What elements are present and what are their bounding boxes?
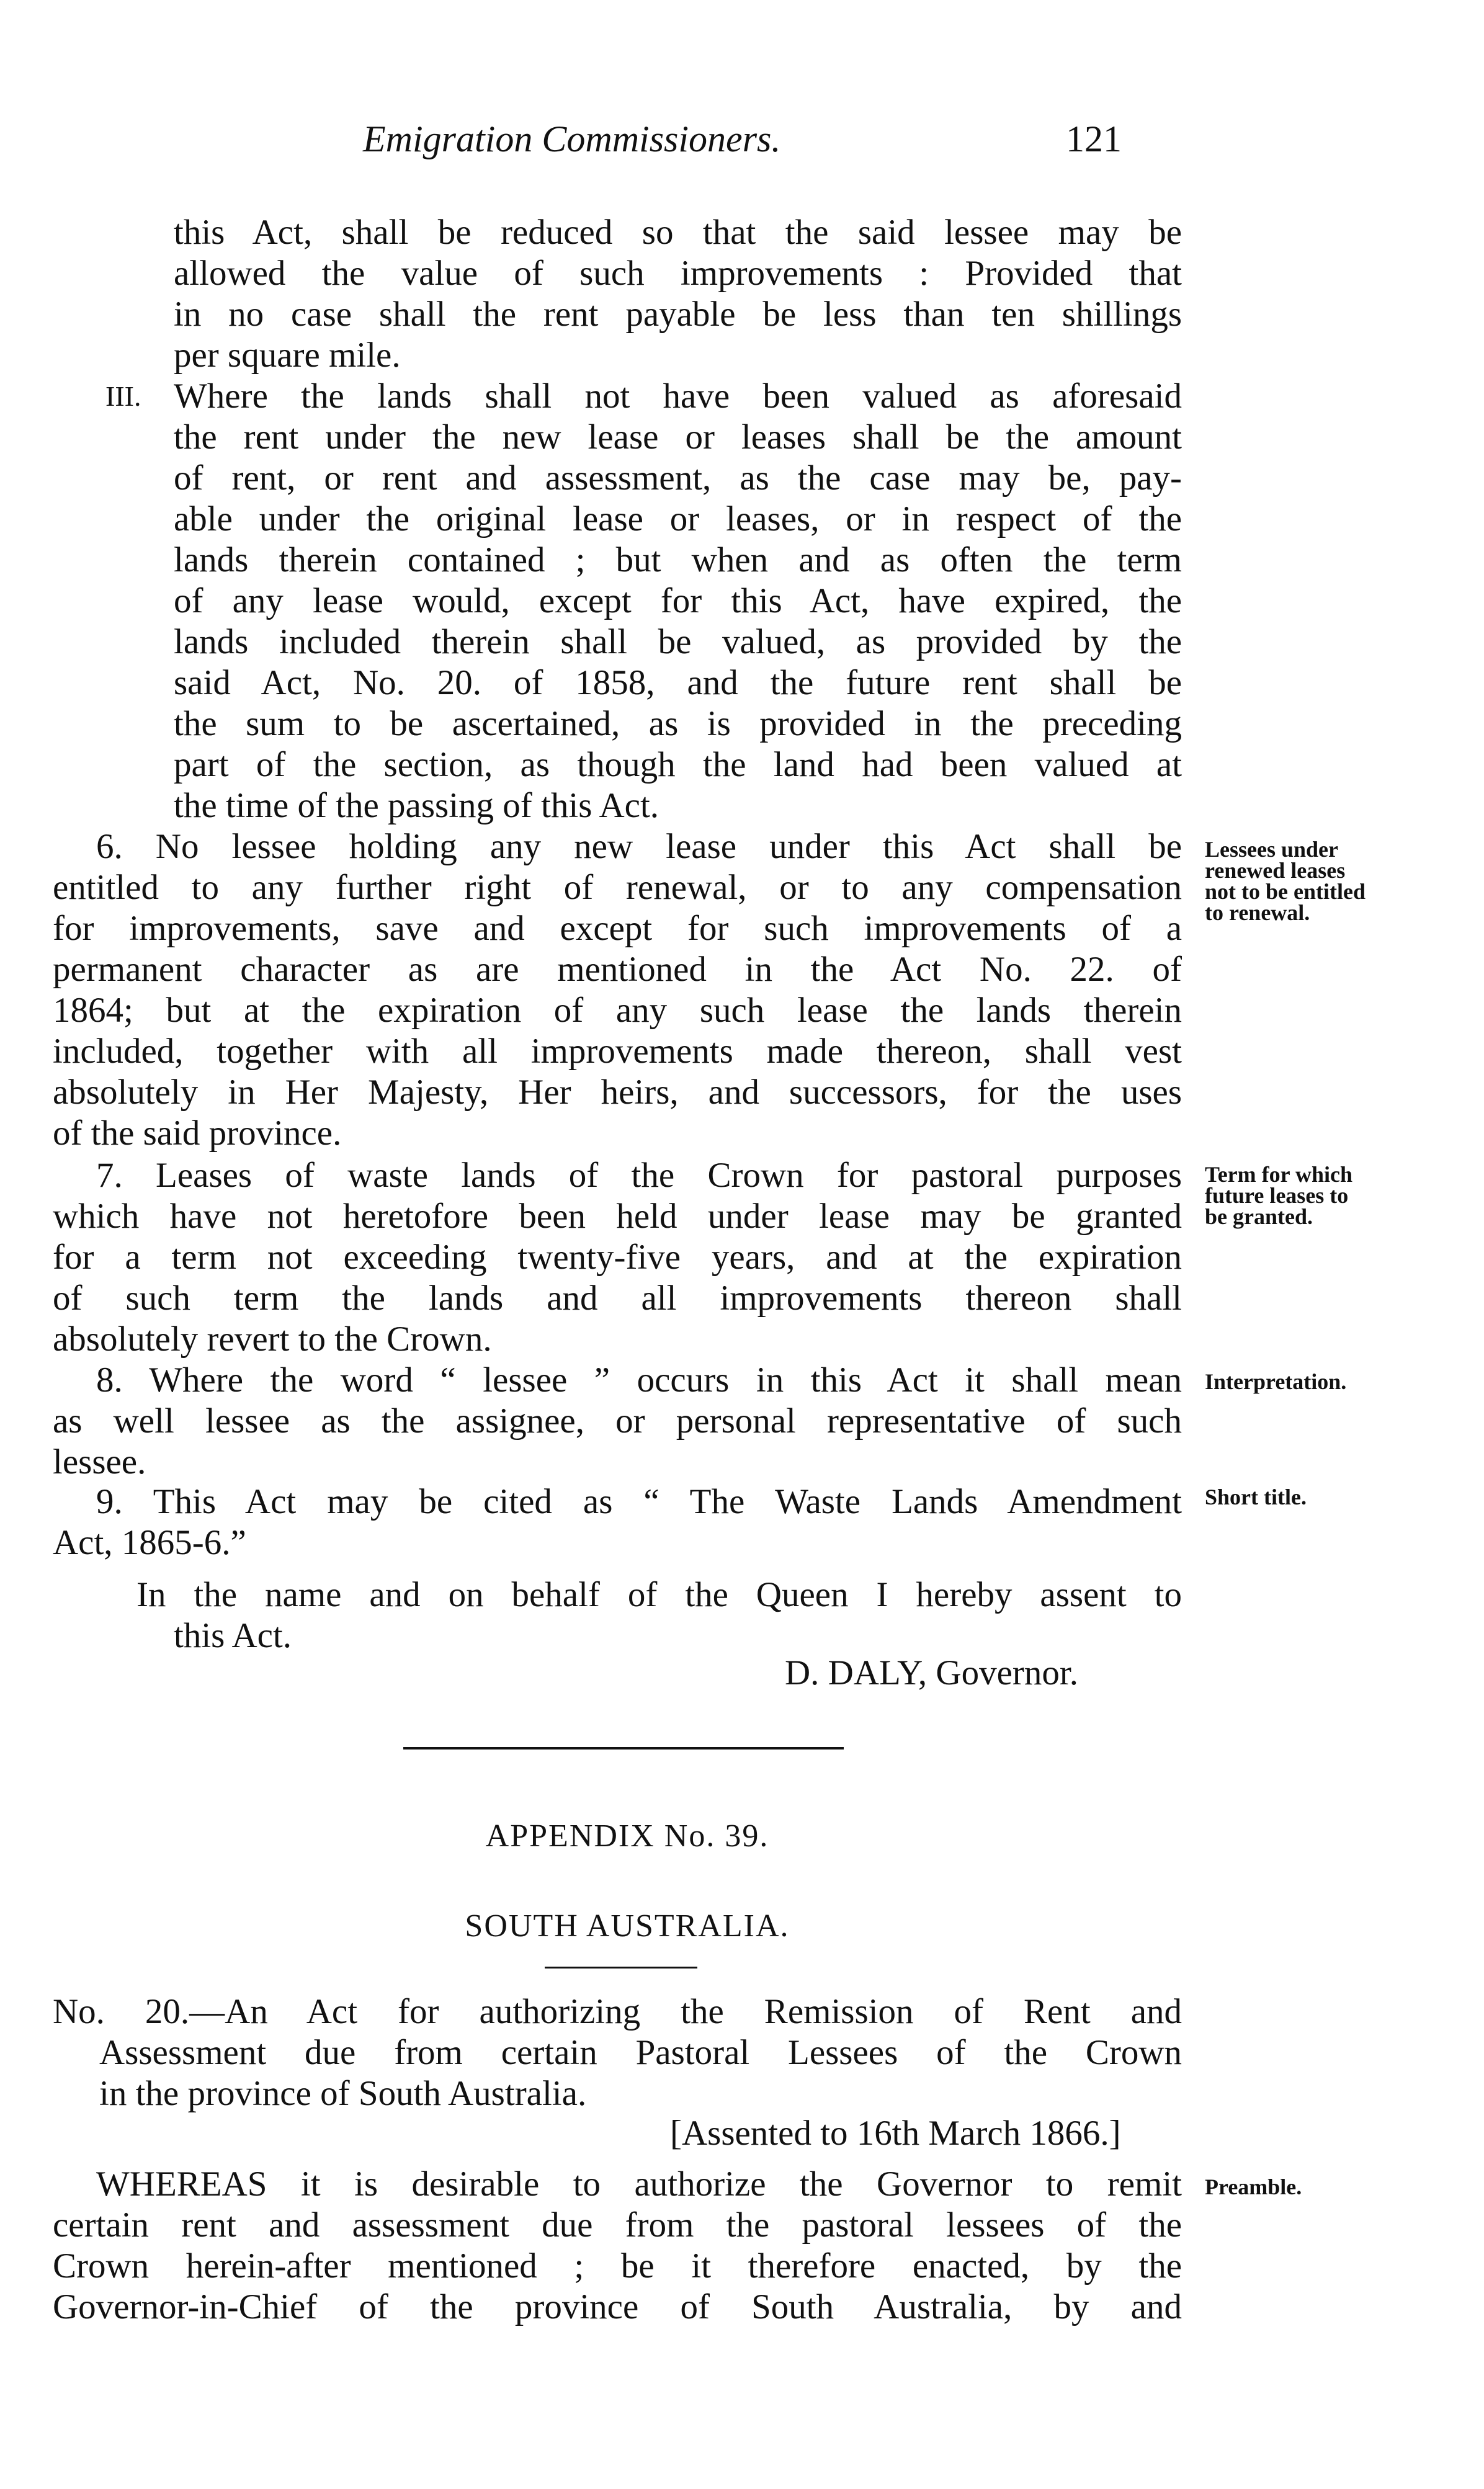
section-9-paragraph xyxy=(53,1481,1182,1563)
text-line: in no case shall the rent payable be less than ten shillings xyxy=(174,295,1182,334)
margin-note-line: be granted. xyxy=(1205,1204,1313,1229)
margin-note-line: renewed leases xyxy=(1205,858,1346,883)
text-line: lands therein contained ; but when and as often the term xyxy=(174,540,1182,579)
text-line: Where the lands shall not have been valued as aforesaid xyxy=(174,377,1182,416)
text-line: which have not heretofore been held under lease may be granted xyxy=(53,1197,1182,1236)
text-line: 9. This Act may be cited as “ The Waste Lands Amendment xyxy=(96,1482,1182,1521)
text-line: said Act, No. 20. of 1858, and the future rent shall be xyxy=(174,663,1182,702)
text-line: included, together with all improvements made thereon, shall vest xyxy=(53,1032,1182,1071)
text-line: this Act, shall be reduced so that the said lessee may be xyxy=(174,213,1182,252)
text-line: In the name and on behalf of the Queen I hereby assent to xyxy=(136,1575,1182,1614)
appendix-short-rule xyxy=(545,1967,697,1968)
margin-note-lessees xyxy=(1205,839,1366,923)
text-line: permanent character as are mentioned in the Act No. 22. of xyxy=(53,950,1182,989)
text-line: Governor-in-Chief of the province of South Australia, by and xyxy=(53,2287,1182,2326)
text-line: absolutely in Her Majesty, Her heirs, and successors, for the uses xyxy=(53,1073,1182,1112)
clause-iii-numeral: III. xyxy=(105,380,141,412)
text-line: this Act. xyxy=(174,1616,292,1655)
assent-paragraph xyxy=(136,1575,1182,1656)
text-line: the rent under the new lease or leases shall be the amount xyxy=(174,418,1182,457)
text-line: certain rent and assessment due from the pastoral lessees of the xyxy=(53,2205,1182,2245)
page-number: 121 xyxy=(1066,118,1122,159)
text-line: of rent, or rent and assessment, as the case may be, pay- xyxy=(174,458,1182,498)
margin-note-interpretation xyxy=(1205,1371,1346,1392)
divider-rule xyxy=(403,1747,844,1749)
margin-note-line: Term for which xyxy=(1205,1162,1352,1187)
margin-note-term xyxy=(1205,1164,1352,1227)
running-title: Emigration Commissioners. xyxy=(363,118,781,159)
section-6-paragraph xyxy=(53,826,1182,1154)
text-line: 6. No lessee holding any new lease under this Act shall be xyxy=(96,827,1182,866)
text-line: 8. Where the word “ lessee ” occurs in this Act it shall mean xyxy=(96,1361,1182,1400)
text-line: lands included therein shall be valued, as provided by the xyxy=(174,622,1182,661)
text-line: 7. Leases of waste lands of the Crown for pastoral purposes xyxy=(96,1156,1182,1195)
act-20-title xyxy=(53,1991,1182,2114)
margin-note-preamble xyxy=(1205,2176,1302,2197)
assented-date: [Assented to 16th March 1866.] xyxy=(670,2114,1121,2153)
section-top-paragraph xyxy=(174,212,1182,376)
margin-note-line: Preamble. xyxy=(1205,2174,1302,2199)
text-line: WHEREAS it is desirable to authorize the Governor to remit xyxy=(96,2165,1182,2204)
text-line: in the province of South Australia. xyxy=(99,2074,587,2113)
margin-note-line: to renewal. xyxy=(1205,900,1310,925)
margin-note-line: Short title. xyxy=(1205,1485,1307,1509)
clause-iii-paragraph xyxy=(174,376,1182,826)
text-line: for a term not exceeding twenty-five years, and at the expiration xyxy=(53,1238,1182,1277)
text-line: of the said province. xyxy=(53,1114,342,1153)
margin-note-line: Lessees under xyxy=(1205,837,1338,862)
appendix-region: SOUTH AUSTRALIA. xyxy=(465,1908,790,1944)
text-line: 1864; but at the expiration of any such lease the lands therein xyxy=(53,991,1182,1030)
text-line: part of the section, as though the land had been valued at xyxy=(174,745,1182,784)
text-line: able under the original lease or leases, or in respect of the xyxy=(174,499,1182,538)
margin-note-line: Interpretation. xyxy=(1205,1369,1347,1394)
text-line: Assessment due from certain Pastoral Lessees of the Crown xyxy=(99,2033,1182,2072)
text-line: as well lessee as the assignee, or personal representative of such xyxy=(53,1401,1182,1441)
text-line: absolutely revert to the Crown. xyxy=(53,1320,492,1359)
section-7-paragraph xyxy=(53,1155,1182,1360)
text-line: per square mile. xyxy=(174,336,401,375)
text-line: of any lease would, except for this Act, have expired, the xyxy=(174,581,1182,620)
appendix-title: APPENDIX No. 39. xyxy=(485,1818,769,1854)
text-line: lessee. xyxy=(53,1442,146,1481)
text-line: No. 20.—An Act for authorizing the Remission of Rent and xyxy=(53,1992,1182,2031)
preamble-paragraph xyxy=(53,2164,1182,2328)
text-line: allowed the value of such improvements : Provided that xyxy=(174,254,1182,293)
section-8-paragraph xyxy=(53,1360,1182,1483)
text-line: of such term the lands and all improvements thereon shall xyxy=(53,1279,1182,1318)
governor-signature: D. DALY, Governor. xyxy=(785,1653,1078,1692)
text-line: the time of the passing of this Act. xyxy=(174,786,659,825)
text-line: the sum to be ascertained, as is provided in the preceding xyxy=(174,704,1182,743)
text-line: Act, 1865-6.” xyxy=(53,1523,246,1562)
text-line: Crown herein-after mentioned ; be it therefore enacted, by the xyxy=(53,2246,1182,2286)
margin-note-short-title xyxy=(1205,1486,1307,1508)
text-line: entitled to any further right of renewal, or to any compensation xyxy=(53,868,1182,907)
text-line: for improvements, save and except for such improvements of a xyxy=(53,909,1182,948)
margin-note-line: not to be entitled xyxy=(1205,879,1366,904)
margin-note-line: future leases to xyxy=(1205,1183,1349,1208)
